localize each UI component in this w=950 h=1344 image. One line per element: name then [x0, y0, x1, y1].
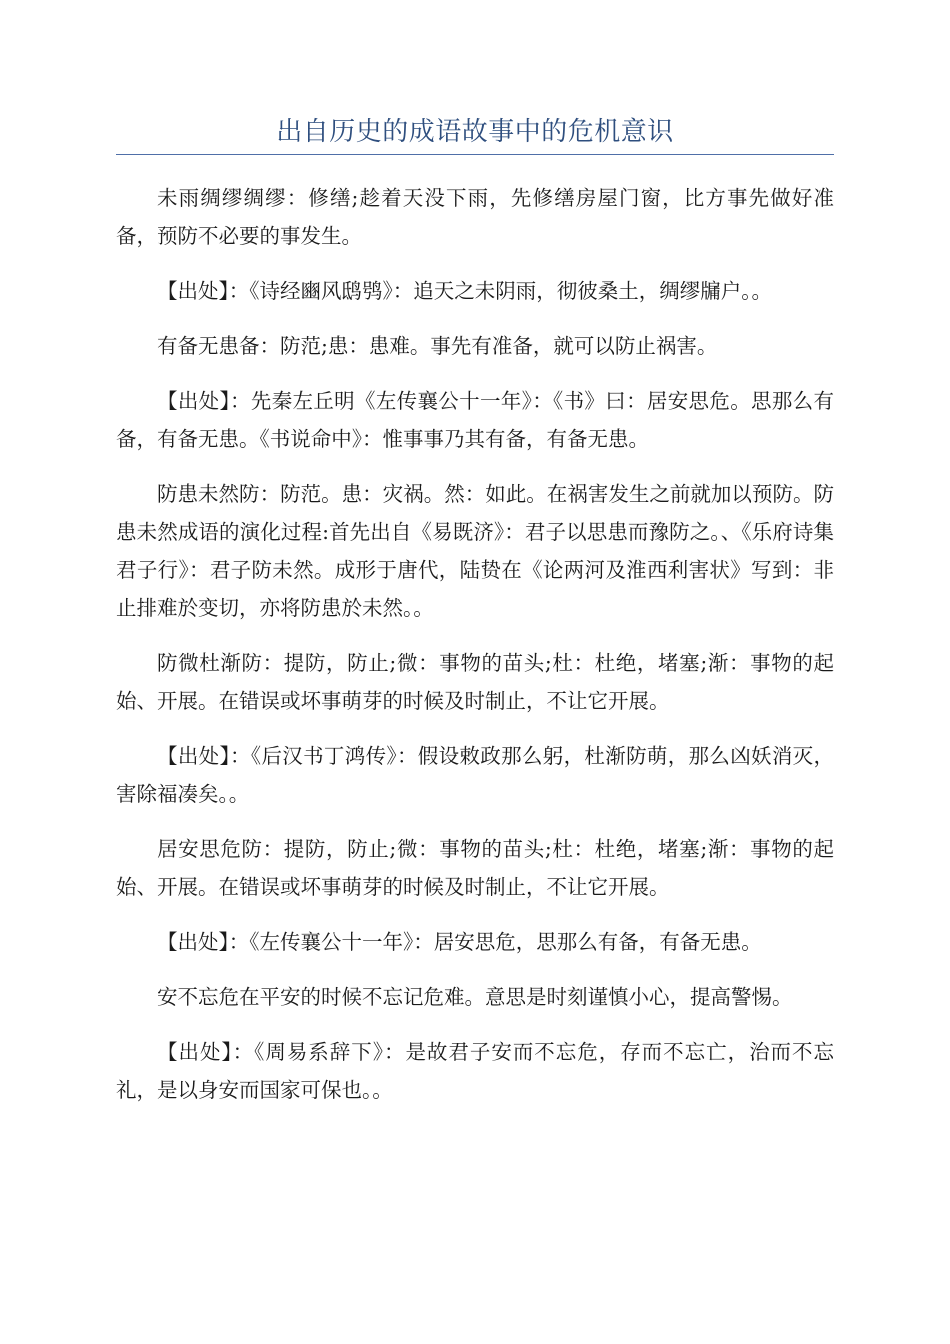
paragraph-weiyu-choumou: 未雨绸缪绸缪：修缮;趁着天没下雨，先修缮房屋门窗，比方事先做好准备，预防不必要的事发生。	[116, 186, 834, 248]
title-underline	[116, 154, 834, 155]
paragraph-source-anbu-wangwei: 【出处】：《周易系辞下》：是故君子安而不忘危，存而不忘亡，治而不忘礼，是以身安而国家可保也。。	[116, 1040, 834, 1102]
document-page	[116, 0, 834, 1126]
paragraph-fanghuan-weiran: 防患未然防：防范。患：灾祸。然：如此。在祸害发生之前就加以预防。防患未然成语的演化过程:首先出自《易既济》：君子以思患而豫防之。、《乐府诗集君子行》：君子防未然。成形于唐代，陆贽在《论两河及淮西利害状》写到：非止排难於变切，亦将防患於未然。。	[116, 482, 834, 620]
paragraph-youbei-wuhuan: 有备无患备：防范;患：患难。事先有准备，就可以防止祸害。	[157, 334, 718, 358]
paragraph-fangwei-dujian: 防微杜渐防：提防，防止;微：事物的苗头;杜：杜绝，堵塞;渐：事物的起始、开展。在错误或坏事萌芽的时候及时制止，不让它开展。	[116, 651, 834, 713]
paragraph-source-fangwei-dujian: 【出处】：《后汉书丁鸿传》：假设敕政那么躬，杜渐防萌，那么凶妖消灭，害除福凑矣。。	[116, 744, 834, 806]
paragraph-juan-siwei: 居安思危防：提防，防止;微：事物的苗头;杜：杜绝，堵塞;渐：事物的起始、开展。在错误或坏事萌芽的时候及时制止，不让它开展。	[116, 837, 834, 899]
document-body	[116, 179, 834, 1109]
document-title: 出自历史的成语故事中的危机意识	[276, 117, 674, 147]
paragraph-source-youbei-wuhuan: 【出处】：先秦左丘明《左传襄公十一年》：《书》曰：居安思危。思那么有备，有备无患。《书说命中》：惟事事乃其有备，有备无患。	[116, 389, 834, 451]
paragraph-source-weiyu-choumou: 【出处】：《诗经豳风鸱鸮》：追天之未阴雨，彻彼桑土，绸缪牖户。。	[157, 279, 772, 303]
paragraph-source-juan-siwei: 【出处】：《左传襄公十一年》：居安思危，思那么有备，有备无患。	[157, 930, 762, 954]
paragraph-anbu-wangwei: 安不忘危在平安的时候不忘记危难。意思是时刻谨慎小心，提高警惕。	[157, 985, 793, 1009]
